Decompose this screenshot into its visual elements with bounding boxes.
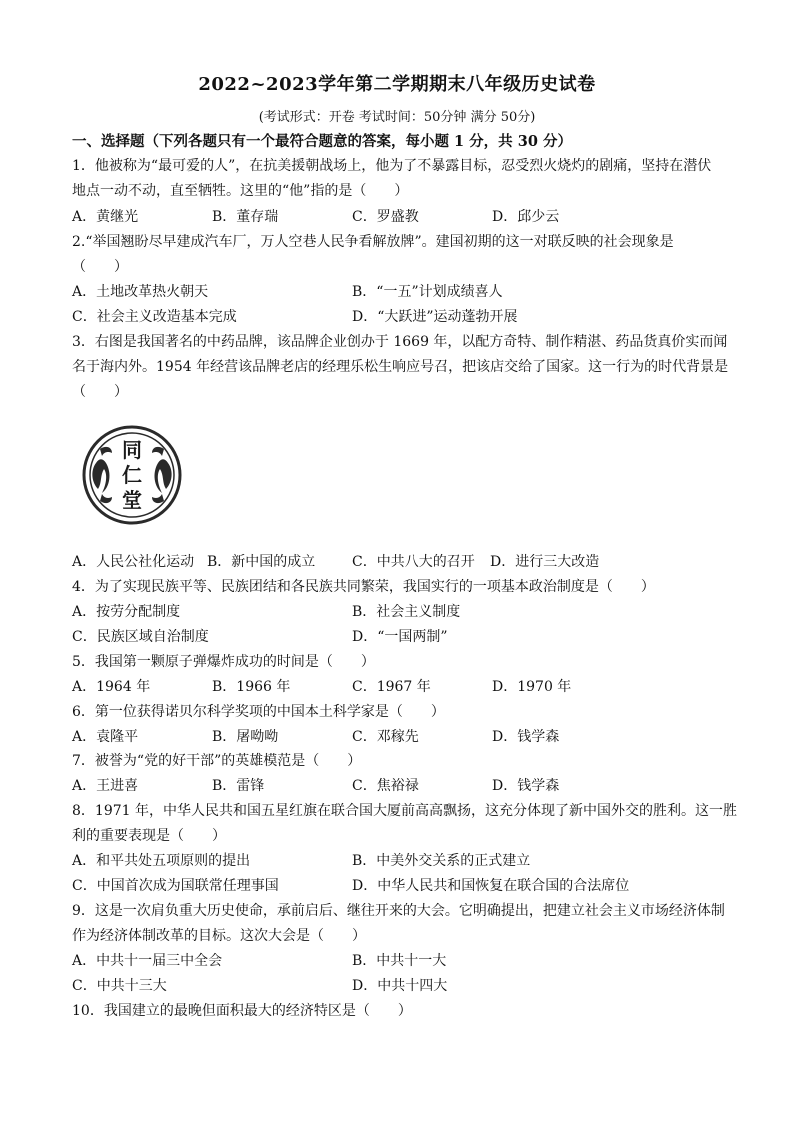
q9-option-d: D．中共十四大 [352, 978, 448, 994]
q9-option-b: B．中共十一大 [352, 953, 447, 969]
logo-char-1: 同 [122, 438, 142, 462]
exam-title: 2022~2023学年第二学期期末八年级历史试卷 [198, 74, 596, 95]
q8-option-a: A．和平共处五项原则的提出 [72, 853, 251, 869]
q1-option-c: C．罗盛教 [352, 209, 419, 225]
tongrentang-logo-image [82, 425, 182, 525]
q9-stem-line1: 9．这是一次肩负重大历史使命，承前启后、继往开来的大会。它明确提出，把建立社会主义市场经济体制 [72, 903, 725, 919]
q8-stem-line2: 利的重要表现是（ ） [72, 828, 226, 844]
q5-option-b: B．1966 年 [212, 679, 291, 695]
q10-stem: 10．我国建立的最晚但面积最大的经济特区是（ ） [72, 1003, 412, 1019]
q6-option-c: C．邓稼先 [352, 729, 419, 745]
q6-option-b: B．屠呦呦 [212, 729, 279, 745]
q8-option-d: D．中华人民共和国恢复在联合国的合法席位 [352, 878, 630, 894]
q7-option-a: A．王进喜 [72, 778, 139, 794]
q2-option-d: D．“大跃进”运动蓬勃开展 [352, 309, 518, 325]
q2-stem-line1: 2.“举国翘盼尽早建成汽车厂，万人空巷人民争看解放牌”。建国初期的这一对联反映的社会现象是 [72, 234, 674, 250]
q7-option-b: B．雷锋 [212, 778, 265, 794]
q3-option-a: A．人民公社化运动 [72, 554, 195, 570]
q2-option-b: B．“一五”计划成绩喜人 [352, 284, 503, 300]
q1-option-d: D．邱少云 [492, 209, 560, 225]
q8-stem-line1: 8．1971 年，中华人民共和国五星红旗在联合国大厦前高高飘扬，这充分体现了新中国外交的胜利。这一胜 [72, 803, 737, 819]
q4-option-d: D．“一国两制” [352, 629, 448, 645]
q2-option-a: A．土地改革热火朝天 [72, 284, 209, 300]
q6-option-d: D．钱学森 [492, 729, 560, 745]
q1-stem-line1: 1．他被称为“最可爱的人”，在抗美援朝战场上，他为了不暴露目标，忍受烈火烧灼的剧痛，坚持在潜伏 [72, 158, 712, 174]
q4-option-a: A．按劳分配制度 [72, 604, 181, 620]
q1-option-b: B．董存瑞 [212, 209, 279, 225]
q5-option-d: D．1970 年 [492, 679, 572, 695]
q1-stem-line2: 地点一动不动，直至牺牲。这里的“他”指的是（ ） [72, 183, 409, 199]
logo-char-3: 堂 [122, 488, 142, 512]
section-heading: 一、选择题（下列各题只有一个最符合题意的答案，每小题 1 分，共 30 分） [72, 133, 572, 150]
q3-stem-line2: 名于海内外。1954 年经营该品牌老店的经理乐松生响应号召，把该店交给了国家。这一行为的时代背景是 [72, 359, 729, 375]
q5-stem: 5．我国第一颗原子弹爆炸成功的时间是（ ） [72, 654, 375, 670]
q8-option-c: C．中国首次成为国联常任理事国 [72, 878, 279, 894]
q4-option-b: B．社会主义制度 [352, 604, 461, 620]
q3-option-c: C．中共八大的召开 [352, 554, 475, 570]
q2-stem-line2: （ ） [72, 259, 128, 275]
q3-stem-line3: （ ） [72, 384, 128, 400]
q5-option-c: C．1967 年 [352, 679, 431, 695]
q7-stem: 7．被誉为“党的好干部”的英雄模范是（ ） [72, 753, 362, 769]
q1-option-a: A．黄继光 [72, 209, 139, 225]
q3-option-d: D．进行三大改造 [490, 554, 600, 570]
q2-option-c: C．社会主义改造基本完成 [72, 309, 237, 325]
q7-option-c: C．焦裕禄 [352, 778, 419, 794]
exam-subtitle: (考试形式：开卷 考试时间：50分钟 满分 50分) [258, 110, 536, 125]
q9-option-c: C．中共十三大 [72, 978, 167, 994]
q3-option-b: B．新中国的成立 [207, 554, 316, 570]
q4-stem: 4．为了实现民族平等、民族团结和各民族共同繁荣，我国实行的一项基本政治制度是（ ） [72, 579, 655, 595]
q9-option-a: A．中共十一届三中全会 [72, 953, 223, 969]
q5-option-a: A．1964 年 [72, 679, 151, 695]
q6-stem: 6．第一位获得诺贝尔科学奖项的中国本土科学家是（ ） [72, 704, 445, 720]
q9-stem-line2: 作为经济体制改革的目标。这次大会是（ ） [72, 928, 366, 944]
q8-option-b: B．中美外交关系的正式建立 [352, 853, 531, 869]
q7-option-d: D．钱学森 [492, 778, 560, 794]
q3-stem-line1: 3．右图是我国著名的中药品牌，该品牌企业创办于 1669 年，以配方奇特、制作精湛、药品货真价实而闻 [72, 334, 728, 350]
logo-char-2: 仁 [122, 463, 142, 487]
q4-option-c: C．民族区域自治制度 [72, 629, 209, 645]
q6-option-a: A．袁隆平 [72, 729, 139, 745]
